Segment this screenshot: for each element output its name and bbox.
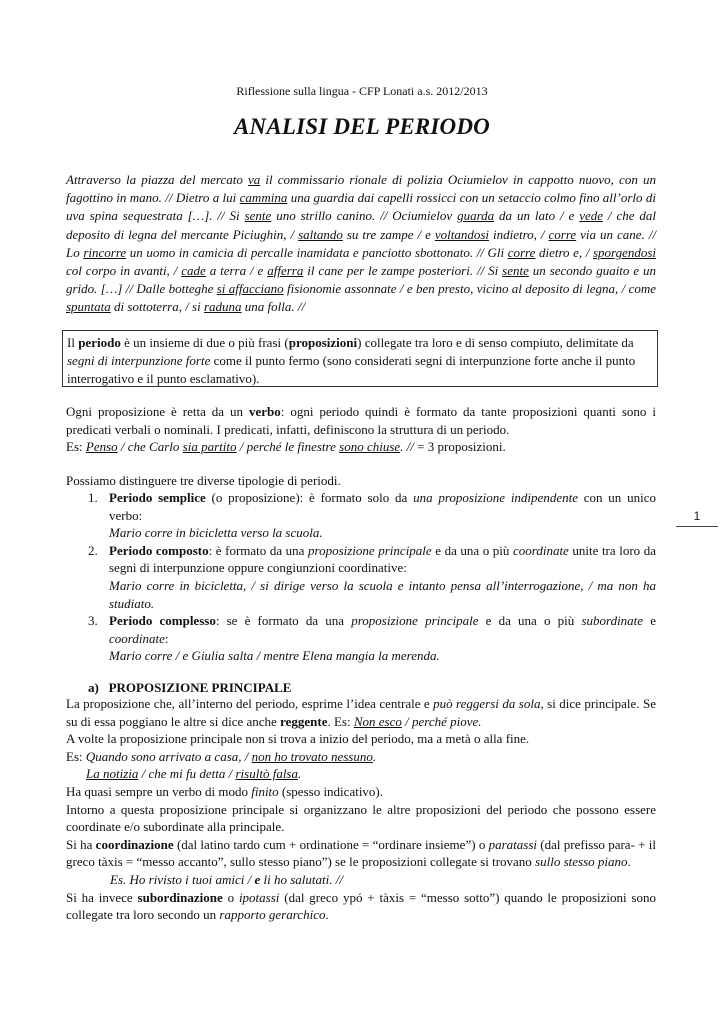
text-run: sente bbox=[244, 208, 272, 224]
text-run: (spesso indicativo). bbox=[278, 783, 384, 799]
text-run: di sottoterra, / si bbox=[110, 299, 204, 315]
principal-definition bbox=[66, 695, 656, 730]
period-types-list bbox=[88, 489, 656, 665]
page-number-rule bbox=[676, 526, 718, 527]
text-run: coordinazione bbox=[95, 836, 174, 852]
section-heading-principale: a) PROPOSIZIONE PRINCIPALE bbox=[88, 680, 292, 695]
text-run: e da una o più bbox=[431, 542, 513, 558]
text-run: sono chiuse bbox=[339, 439, 401, 455]
text-run: sullo stesso piano bbox=[535, 854, 628, 870]
text-run: coordinate bbox=[512, 542, 569, 558]
text-run: si affacciano bbox=[216, 281, 284, 297]
text-run: spuntata bbox=[66, 299, 111, 315]
verb-paragraph bbox=[66, 403, 656, 456]
list-number: 2. bbox=[88, 542, 98, 558]
text-run: : è formato da una bbox=[208, 542, 308, 558]
example-passage bbox=[66, 171, 656, 317]
types-intro: Possiamo distinguere tre diverse tipologie di periodi. bbox=[66, 473, 341, 488]
text-run: cade bbox=[181, 263, 206, 279]
list-number: 3. bbox=[88, 613, 98, 629]
text-run: . bbox=[298, 766, 302, 782]
text-run: (o proposizione): è formato solo da bbox=[205, 490, 414, 505]
period-type-item bbox=[88, 542, 656, 612]
text-run: : ogni periodo quindi è formato da tante proposizioni quanti sono i predicati verbali o nominali. I predicati, infatti, definiscono la struttura di un periodo. bbox=[66, 404, 656, 437]
text-run: paratassi bbox=[488, 836, 537, 852]
definition-box bbox=[62, 330, 658, 387]
text-run: a terra / e bbox=[205, 263, 268, 279]
period-type-example: Mario corre / e Giulia salta / mentre Elena mangia la merenda. bbox=[109, 648, 440, 664]
text-run: . bbox=[325, 907, 329, 923]
text-run: Penso bbox=[85, 439, 118, 455]
principal-organization-note bbox=[66, 801, 656, 836]
text-run: . bbox=[372, 748, 377, 764]
text-run: una folla. // bbox=[241, 299, 306, 315]
text-run: cammina bbox=[239, 190, 288, 206]
period-type-description bbox=[109, 542, 656, 577]
text-run: / che Carlo bbox=[117, 439, 183, 455]
text-run: un uomo in camicia di percalle inamidata e panciotto sbottonato. // Gli bbox=[126, 244, 508, 260]
text-run: corre bbox=[507, 244, 536, 260]
text-run: Intorno a questa proposizione principale si organizzano le altre proposizioni del periodo che possono essere coordinate e/o subordinate alla principale. bbox=[66, 801, 656, 835]
text-run: proposizione principale bbox=[351, 613, 479, 629]
text-run: risultò falsa bbox=[235, 766, 298, 782]
text-run: (dal latino tardo cum + ordinatione = “ordinare insieme”) o bbox=[173, 836, 489, 852]
text-run: / che dal deposito di legna del mercante Piciughin, / bbox=[66, 208, 656, 242]
text-run: Periodo composto bbox=[109, 542, 209, 558]
principal-example-1 bbox=[66, 748, 656, 766]
principal-verb-note bbox=[66, 783, 656, 801]
text-run: : se è formato da una bbox=[215, 613, 352, 629]
text-run: Quando sono arrivato a casa, / bbox=[85, 748, 252, 764]
text-run: . bbox=[627, 854, 631, 870]
text-run: proposizione principale bbox=[308, 542, 432, 558]
page-title: ANALISI DEL PERIODO bbox=[234, 114, 490, 139]
text-run: una guardia dai capelli rossicci con un setaccio colmo fino all’orlo di uva spina sequestrata […]. // Si bbox=[66, 190, 657, 224]
text-run: (dal greco ypó + tàxis = “messo sotto”) quando le proposizioni sono collegate tra loro secondo un bbox=[66, 889, 656, 923]
text-run: il commissario rionale di polizia Ociumielov in cappotto nuovo, con un fagottino in mano. // Dietro a lui bbox=[66, 172, 656, 206]
text-run: su tre zampe / e bbox=[342, 226, 435, 242]
subordination-definition bbox=[66, 889, 656, 924]
text-run: . // bbox=[400, 439, 414, 455]
principal-example-2 bbox=[66, 765, 656, 783]
page-number: 1 bbox=[693, 509, 701, 523]
principal-section bbox=[66, 695, 656, 924]
text-run: è un insieme di due o più frasi ( bbox=[120, 335, 289, 350]
text-run: una proposizione indipendente bbox=[413, 490, 578, 505]
text-run: Es. Ho rivisto i tuoi amici / bbox=[110, 871, 255, 887]
text-run: proposizioni bbox=[288, 335, 358, 350]
text-run: coordinate bbox=[109, 630, 165, 646]
text-run: voltandosi bbox=[434, 226, 490, 242]
text-run: un secondo guaito e un grido. […] // Dalle botteghe bbox=[66, 263, 657, 297]
text-run: Periodo semplice bbox=[109, 490, 206, 505]
text-run: con un unico verbo: bbox=[109, 490, 656, 523]
text-run: come il punto fermo (sono considerati segni di interpunzione forte anche il punto interrogativo e il punto esclamativo). bbox=[67, 353, 636, 386]
text-run: fisionomie assonnate / e ben presto, vicino al deposito di legna, / come bbox=[283, 281, 657, 297]
period-type-description bbox=[109, 612, 656, 647]
text-run: segni di interpunzione forte bbox=[67, 353, 211, 368]
text-run: uno strillo canino. // Ociumielov bbox=[271, 208, 458, 224]
text-run: subordinazione bbox=[137, 889, 223, 905]
text-run: A volte la proposizione principale non si trova a inizio del periodo, ma a metà o alla fine. bbox=[66, 731, 530, 747]
text-run: e bbox=[254, 871, 261, 887]
text-run: va bbox=[247, 172, 261, 187]
text-run: raduna bbox=[203, 299, 242, 315]
text-run: non ho trovato nessuno bbox=[251, 748, 373, 764]
text-run: sente bbox=[502, 263, 529, 279]
text-run: / perché piove. bbox=[401, 713, 482, 729]
text-run: : bbox=[164, 630, 169, 646]
text-run: rincorre bbox=[83, 244, 127, 260]
text-run: Es: bbox=[66, 748, 86, 764]
text-run: finito bbox=[251, 783, 279, 799]
principal-position-note bbox=[66, 730, 656, 748]
text-run: Ogni proposizione è retta da un bbox=[66, 404, 249, 419]
text-run: La proposizione che, all’interno del periodo, esprime l’idea centrale e bbox=[66, 696, 434, 711]
text-run: unite tra loro da segni di interpunzione oppure congiunzioni coordinative: bbox=[109, 542, 656, 576]
text-run: subordinate bbox=[581, 613, 644, 629]
text-run: via un cane. // Lo bbox=[66, 226, 656, 260]
text-run: e da una o più bbox=[478, 613, 582, 629]
text-run: . Es: bbox=[327, 713, 354, 729]
text-run: li ho salutati. // bbox=[260, 871, 343, 887]
text-run: dietro e, / bbox=[535, 244, 593, 260]
text-run: rapporto gerarchico bbox=[219, 907, 326, 923]
text-run: il cane per le zampe posteriori. // Si bbox=[303, 263, 503, 279]
text-run: o bbox=[222, 889, 239, 905]
text-run: afferra bbox=[267, 263, 304, 279]
list-number: 1. bbox=[88, 490, 98, 505]
text-run: La notizia bbox=[86, 766, 139, 782]
text-run: verbo bbox=[248, 404, 281, 419]
coordination-example bbox=[66, 871, 656, 889]
text-run: (dal prefisso para- + il greco tàxis = “messo accanto”, sullo stesso piano”) se le proposizioni collegate si trovano bbox=[66, 836, 656, 870]
period-type-description bbox=[109, 489, 656, 524]
text-run: saltando bbox=[298, 226, 343, 242]
text-run: reggente bbox=[280, 713, 328, 729]
text-run: Non esco bbox=[353, 713, 402, 729]
period-type-example: Mario corre in bicicletta verso la scuola. bbox=[109, 525, 323, 541]
text-run: Periodo complesso bbox=[109, 613, 216, 629]
document-header: Riflessione sulla lingua - CFP Lonati a.s. 2012/2013 bbox=[236, 84, 488, 98]
text-run: = 3 proposizioni. bbox=[413, 439, 506, 455]
text-run: vede bbox=[579, 208, 604, 224]
text-run: col corpo in avanti, / bbox=[66, 263, 182, 279]
text-run: sporgendosi bbox=[592, 244, 657, 260]
text-run: , si dice principale. Se su di essa poggiano le altre si dice anche bbox=[66, 696, 656, 729]
period-type-item bbox=[88, 489, 656, 542]
verb-example bbox=[66, 438, 656, 456]
text-run: e bbox=[643, 613, 657, 629]
text-run: ipotassi bbox=[238, 889, 280, 905]
text-run: Ha quasi sempre un verbo di modo bbox=[66, 783, 252, 799]
text-run: / che mi fu detta / bbox=[138, 766, 236, 782]
text-run: / perché le finestre bbox=[236, 439, 340, 455]
text-run: corre bbox=[548, 226, 577, 242]
text-run: indietro, / bbox=[489, 226, 549, 242]
text-run: Es: bbox=[66, 439, 86, 455]
coordination-definition bbox=[66, 836, 656, 871]
period-type-example: Mario corre in bicicletta, / si dirige verso la scuola e intanto pensa all’interrogazione, / ma non ha studiato. bbox=[109, 577, 656, 611]
text-run: sia partito bbox=[182, 439, 237, 455]
text-run: Il bbox=[67, 335, 79, 350]
verb-explanation bbox=[66, 403, 656, 438]
text-run: può reggersi da sola bbox=[433, 696, 541, 711]
text-run: Attraverso la piazza del mercato bbox=[66, 172, 248, 187]
text-run: Si ha bbox=[66, 836, 96, 852]
period-type-item bbox=[88, 612, 656, 665]
text-run: ) collegate tra loro e di senso compiuto, delimitate da bbox=[357, 335, 634, 350]
text-run: Si ha invece bbox=[66, 889, 138, 905]
text-run: da un lato / e bbox=[494, 208, 580, 224]
text-run: guarda bbox=[457, 208, 495, 224]
text-run: periodo bbox=[78, 335, 121, 350]
